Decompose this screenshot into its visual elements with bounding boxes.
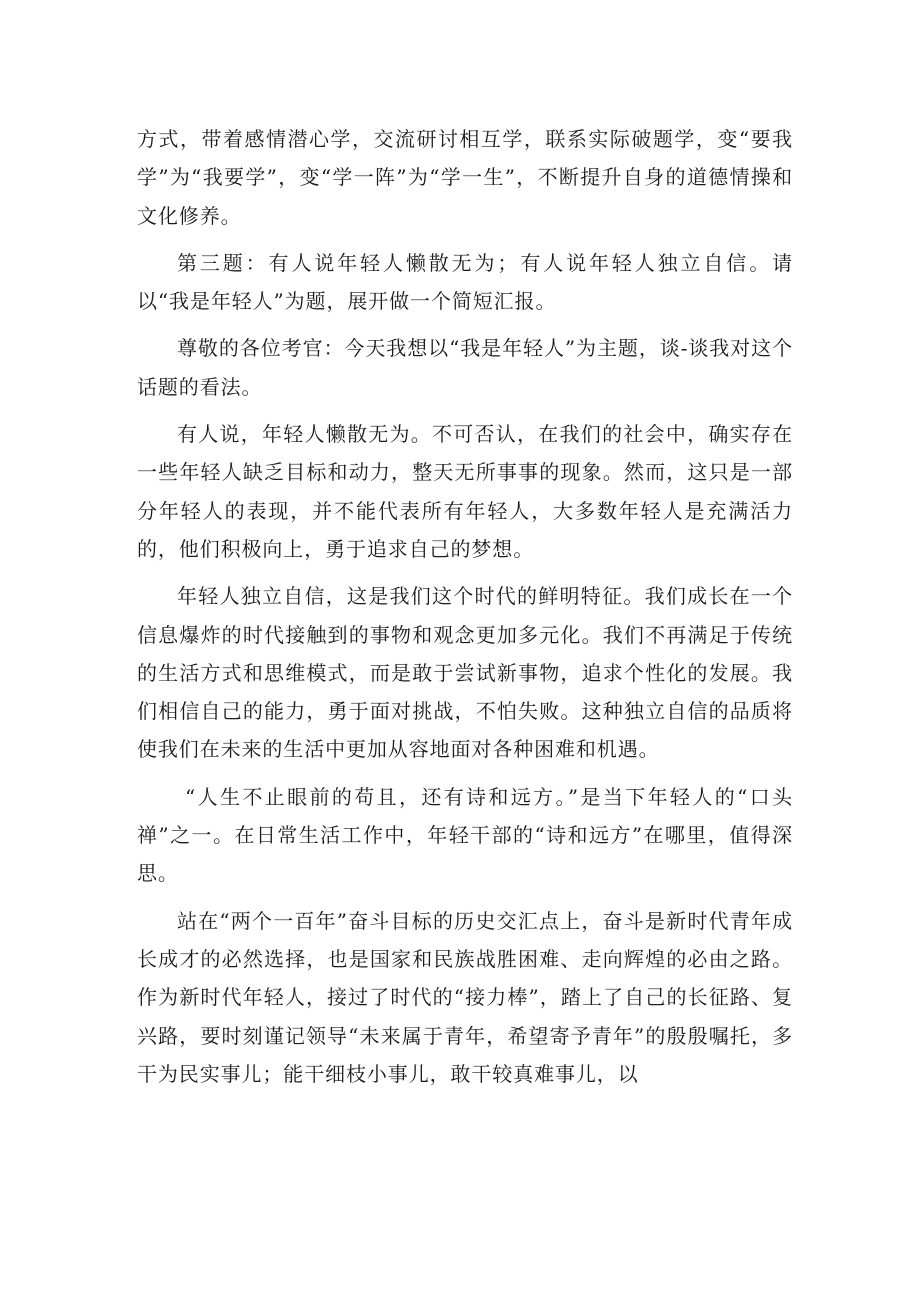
paragraph-confident-view: 年轻人独立自信，这是我们这个时代的鲜明特征。我们成长在一个信息爆炸的时代接触到的事物和观念更加多元化。我们不再满足于传统的生活方式和思维模式，而是敢于尝试新事物，追求个性化的发展。我们相信自己的能力，勇于面对挑战，不怕失败。这种独立自信的品质将使我们在未来的生活中更加从容地面对各种困难和机遇。	[137, 584, 793, 762]
document-page	[137, 120, 793, 1102]
paragraph-greeting: 尊敬的各位考官：今天我想以“我是年轻人”为主题，谈-谈我对这个话题的看法。	[137, 336, 793, 399]
paragraph-question-three: 第三题：有人说年轻人懒散无为；有人说年轻人独立自信。请以“我是年轻人”为题，展开做一个简短汇报。	[137, 250, 793, 314]
paragraph-lazy-view: 有人说，年轻人懒散无为。不可否认，在我们的社会中，确实存在一些年轻人缺乏目标和动力，整天无所事事的现象。然而，这只是一部分年轻人的表现，并不能代表所有年轻人，大多数年轻人是充满活力的，他们积极向上，勇于追求自己的梦想。	[137, 422, 793, 561]
paragraph-poetry-quote: “人生不止眼前的苟且，还有诗和远方。”是当下年轻人的“口头禅”之一。在日常生活工作中，年轻干部的“诗和远方”在哪里，值得深思。	[137, 784, 793, 886]
paragraph-study-methods: 方式，带着感情潜心学，交流研讨相互学，联系实际破题学，变“要我学”为“我要学”，变“学一阵”为“学一生”，不断提升自身的道德情操和文化修养。	[137, 127, 793, 228]
paragraph-struggle: 站在“两个一百年”奋斗目标的历史交汇点上，奋斗是新时代青年成长成才的必然选择，也是国家和民族战胜困难、走向辉煌的必由之路。作为新时代年轻人，接过了时代的“接力棒”，踏上了自己的长征路、复兴路，要时刻谨记领导“未来属于青年，希望寄予青年”的殷殷嘱托，多干为民实事儿；能干细枝小事儿，敢干较真难事儿，以	[137, 908, 793, 1086]
